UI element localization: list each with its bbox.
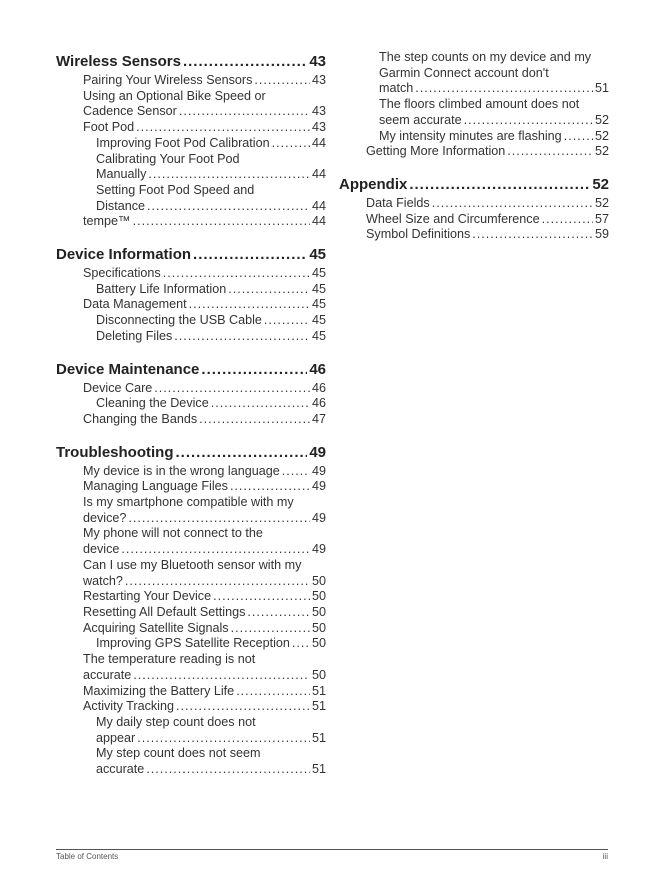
section-title: Wireless Sensors <box>56 53 181 70</box>
page-number: 50 <box>311 636 326 651</box>
entry-line <box>96 313 326 329</box>
toc-entry-link[interactable] <box>339 227 609 243</box>
dot-leader <box>247 605 310 621</box>
dot-leader <box>176 699 310 715</box>
toc-entry-link[interactable] <box>56 652 326 683</box>
page-number: 50 <box>311 589 326 604</box>
entry-line <box>83 120 326 136</box>
toc-entry-link[interactable] <box>56 89 326 120</box>
dot-leader <box>292 636 310 652</box>
footer-page-number: iii <box>602 852 608 861</box>
toc-entry-link[interactable] <box>56 621 326 637</box>
section-title: Device Maintenance <box>56 360 200 378</box>
dot-leader <box>128 511 310 527</box>
dot-leader <box>154 381 310 397</box>
entry-line <box>83 266 326 282</box>
toc-section <box>56 443 326 778</box>
entry-line <box>96 136 326 152</box>
page-number: 57 <box>594 211 609 226</box>
dot-leader <box>133 214 310 230</box>
toc-entry-link[interactable] <box>56 183 326 214</box>
entry-text: seem accurate <box>379 112 462 127</box>
entry-text: My device is in the wrong language <box>83 463 280 478</box>
entry-text: accurate <box>83 667 132 682</box>
toc-section <box>56 360 326 428</box>
dot-leader <box>564 129 593 145</box>
entry-line <box>96 762 326 778</box>
page-number: 52 <box>594 112 609 127</box>
toc-entry-link[interactable] <box>56 684 326 700</box>
page-number: 59 <box>594 227 609 242</box>
toc-entry-link[interactable] <box>56 746 326 777</box>
page-number: 45 <box>311 328 326 343</box>
toc-heading-link[interactable] <box>56 245 326 265</box>
page-number: 45 <box>311 266 326 281</box>
page-number: 50 <box>311 573 326 588</box>
dot-leader <box>254 73 310 89</box>
dot-leader <box>125 574 310 590</box>
page-number: 46 <box>311 380 326 395</box>
entry-line <box>379 129 609 145</box>
dot-leader <box>272 136 310 152</box>
entry-text-wrapped: Using an Optional Bike Speed or <box>83 88 266 103</box>
page-number: 51 <box>311 683 326 698</box>
entry-text: Maximizing the Battery Life <box>83 683 235 698</box>
dot-leader <box>183 52 307 72</box>
entry-text: watch? <box>83 573 123 588</box>
page-number: 44 <box>311 198 326 213</box>
toc-entry-link[interactable] <box>56 73 326 89</box>
page-number: 43 <box>311 104 326 119</box>
toc-entry-link[interactable] <box>339 97 609 128</box>
page-number: 49 <box>311 510 326 525</box>
page-number: 50 <box>311 620 326 635</box>
toc-section <box>339 50 609 160</box>
page-number: 49 <box>311 463 326 478</box>
page-number: 43 <box>311 120 326 135</box>
page-number: 49 <box>311 479 326 494</box>
dot-leader <box>282 464 310 480</box>
toc-entry-link[interactable] <box>339 212 609 228</box>
dot-leader <box>193 245 307 265</box>
entry-text-wrapped: My daily step count does not <box>96 714 256 729</box>
entry-text: Device Care <box>83 380 153 395</box>
entry-line <box>83 73 326 89</box>
page-number: 45 <box>311 281 326 296</box>
entry-text: Managing Language Files <box>83 479 228 494</box>
entry-text: My intensity minutes are flashing <box>379 128 562 143</box>
entry-line <box>83 464 326 480</box>
entry-line <box>83 699 326 715</box>
entry-text: tempe™ <box>83 214 131 229</box>
dot-leader <box>147 199 310 215</box>
page-number: 43 <box>311 73 326 87</box>
dot-leader <box>231 621 310 637</box>
dot-leader <box>136 120 310 136</box>
toc-entry-link[interactable] <box>56 589 326 605</box>
entry-text: Activity Tracking <box>83 699 174 714</box>
entry-text-wrapped: My step count does not seem <box>96 746 261 761</box>
page-number: 52 <box>594 144 609 159</box>
entry-line <box>83 574 326 590</box>
entry-text: Changing the Bands <box>83 411 198 426</box>
page-number: 43 <box>309 53 326 70</box>
dot-leader <box>230 479 310 495</box>
entry-line <box>96 396 326 412</box>
entry-text-wrapped: Can I use my Bluetooth sensor with my <box>83 557 302 572</box>
page-number: 52 <box>594 195 609 210</box>
page-number: 45 <box>309 246 326 264</box>
entry-line <box>366 144 609 160</box>
entry-text: accurate <box>96 762 145 777</box>
entry-text: appear <box>96 730 136 745</box>
entry-text: Pairing Your Wireless Sensors <box>83 73 253 87</box>
entry-text: Getting More Information <box>366 144 506 159</box>
entry-line <box>83 479 326 495</box>
dot-leader <box>133 668 310 684</box>
entry-line <box>83 214 326 230</box>
page-number: 49 <box>309 443 326 461</box>
toc-entry-link[interactable] <box>339 50 609 97</box>
entry-text: Deleting Files <box>96 328 173 343</box>
entry-text: device? <box>83 510 127 525</box>
dot-leader <box>211 396 310 412</box>
dot-leader <box>199 412 310 428</box>
entry-text: Improving Foot Pod Calibration <box>96 135 270 150</box>
entry-text-wrapped: The floors climbed amount does not <box>379 97 580 112</box>
toc-entry-link[interactable] <box>56 495 326 526</box>
page-footer <box>56 849 608 861</box>
dot-leader <box>176 443 308 463</box>
entry-line <box>83 605 326 621</box>
toc-section <box>56 245 326 345</box>
entry-text-wrapped: Calibrating Your Foot Pod <box>96 151 240 166</box>
toc-entry-link[interactable] <box>56 605 326 621</box>
toc-heading-link[interactable] <box>56 360 326 380</box>
page-number: 51 <box>311 762 326 777</box>
section-title: Appendix <box>339 175 408 193</box>
entry-text: Battery Life Information <box>96 281 227 296</box>
entry-text: Data Management <box>83 297 187 312</box>
toc-right-column <box>339 50 609 258</box>
page-number: 50 <box>311 667 326 682</box>
toc-entry-link[interactable] <box>56 479 326 495</box>
entry-text-wrapped: My phone will not connect to the <box>83 526 263 541</box>
entry-text: Manually <box>96 167 147 182</box>
entry-text-wrapped: The temperature reading is not <box>83 652 256 667</box>
entry-text: Distance <box>96 198 145 213</box>
dot-leader <box>163 266 310 282</box>
toc-entry-link[interactable] <box>339 196 609 212</box>
section-title: Troubleshooting <box>56 443 174 461</box>
entry-line <box>83 297 326 313</box>
section-title: Device Information <box>56 246 192 264</box>
entry-text: Improving GPS Satellite Reception <box>96 636 290 651</box>
toc-section <box>56 52 326 230</box>
toc-entry-link[interactable] <box>339 129 609 145</box>
dot-leader <box>137 731 310 747</box>
dot-leader <box>201 360 307 380</box>
toc-entry-link[interactable] <box>56 136 326 152</box>
entry-text: device <box>83 542 120 557</box>
entry-text-wrapped: Setting Foot Pod Speed and <box>96 182 255 197</box>
page-number: 49 <box>311 542 326 557</box>
entry-line <box>96 329 326 345</box>
dot-leader <box>236 684 310 700</box>
entry-line <box>366 196 609 212</box>
page-number: 46 <box>311 396 326 411</box>
entry-line <box>83 104 326 120</box>
dot-leader <box>415 81 593 97</box>
entry-line <box>96 199 326 215</box>
entry-text: Data Fields <box>366 195 430 210</box>
entry-text: Disconnecting the USB Cable <box>96 313 262 328</box>
entry-text: Specifications <box>83 266 161 281</box>
entry-line <box>96 636 326 652</box>
footer-label: Table of Contents <box>56 852 119 861</box>
dot-leader <box>189 297 310 313</box>
entry-line <box>83 621 326 637</box>
entry-line <box>83 684 326 700</box>
entry-text: Cleaning the Device <box>96 396 209 411</box>
toc-entry-link[interactable] <box>56 313 326 329</box>
toc-entry-link[interactable] <box>56 297 326 313</box>
page-number: 51 <box>311 699 326 714</box>
entry-line <box>379 81 609 97</box>
page-number: 44 <box>311 167 326 182</box>
entry-text-wrapped: Is my smartphone compatible with my <box>83 495 294 510</box>
toc-heading-link[interactable] <box>339 175 609 195</box>
toc-entry-link[interactable] <box>56 266 326 282</box>
toc-entry-link[interactable] <box>56 120 326 136</box>
toc-entry-link[interactable] <box>56 329 326 345</box>
toc-entry-link[interactable] <box>56 636 326 652</box>
entry-text-wrapped: The step counts on my device and my Garmin Connect account don't <box>379 50 592 80</box>
dot-leader <box>228 282 310 298</box>
page-number: 52 <box>592 175 609 193</box>
toc-entry-link[interactable] <box>56 464 326 480</box>
toc-entry-link[interactable] <box>56 396 326 412</box>
dot-leader <box>121 542 310 558</box>
entry-line <box>83 589 326 605</box>
dot-leader <box>264 313 310 329</box>
dot-leader <box>464 113 593 129</box>
entry-line <box>83 381 326 397</box>
dot-leader <box>213 589 310 605</box>
toc-entry-link[interactable] <box>56 715 326 746</box>
entry-line <box>83 542 326 558</box>
page-number: 44 <box>311 214 326 229</box>
toc-entry-link[interactable] <box>56 381 326 397</box>
dot-leader <box>409 175 590 195</box>
page-number: 50 <box>311 604 326 619</box>
entry-line <box>96 167 326 183</box>
dot-leader <box>174 329 310 345</box>
dot-leader <box>542 212 593 228</box>
dot-leader <box>507 144 593 160</box>
entry-line <box>83 412 326 428</box>
dot-leader <box>146 762 310 778</box>
page-number: 44 <box>311 135 326 150</box>
toc-entry-link[interactable] <box>339 144 609 160</box>
page-number: 47 <box>311 411 326 426</box>
toc-heading-link[interactable] <box>56 52 326 72</box>
entry-line <box>83 668 326 684</box>
entry-line <box>366 212 609 228</box>
entry-text: Wheel Size and Circumference <box>366 211 540 226</box>
page-number: 45 <box>311 313 326 328</box>
page-number: 51 <box>594 81 609 96</box>
toc-entry-link[interactable] <box>56 526 326 557</box>
toc-entry-link[interactable] <box>56 282 326 298</box>
entry-line <box>96 282 326 298</box>
dot-leader <box>472 227 593 243</box>
toc-section <box>339 175 609 243</box>
entry-line <box>96 731 326 747</box>
entry-text: match <box>379 81 414 96</box>
page-number: 51 <box>311 730 326 745</box>
entry-line <box>366 227 609 243</box>
entry-text: Acquiring Satellite Signals <box>83 620 229 635</box>
entry-text: Foot Pod <box>83 120 135 135</box>
toc-entry-link[interactable] <box>56 152 326 183</box>
toc-left-column <box>56 50 326 793</box>
entry-line <box>83 511 326 527</box>
toc-heading-link[interactable] <box>56 443 326 463</box>
toc-entry-link[interactable] <box>56 214 326 230</box>
dot-leader <box>179 104 310 120</box>
page-number: 46 <box>309 360 326 378</box>
page-number: 45 <box>311 297 326 312</box>
toc-entry-link[interactable] <box>56 558 326 589</box>
entry-line <box>379 113 609 129</box>
dot-leader <box>148 167 310 183</box>
entry-text: Restarting Your Device <box>83 589 212 604</box>
page-number: 52 <box>594 128 609 143</box>
toc-entry-link[interactable] <box>56 412 326 428</box>
entry-text: Symbol Definitions <box>366 227 471 242</box>
dot-leader <box>432 196 593 212</box>
entry-text: Cadence Sensor <box>83 104 177 119</box>
entry-text: Resetting All Default Settings <box>83 604 246 619</box>
toc-entry-link[interactable] <box>56 699 326 715</box>
